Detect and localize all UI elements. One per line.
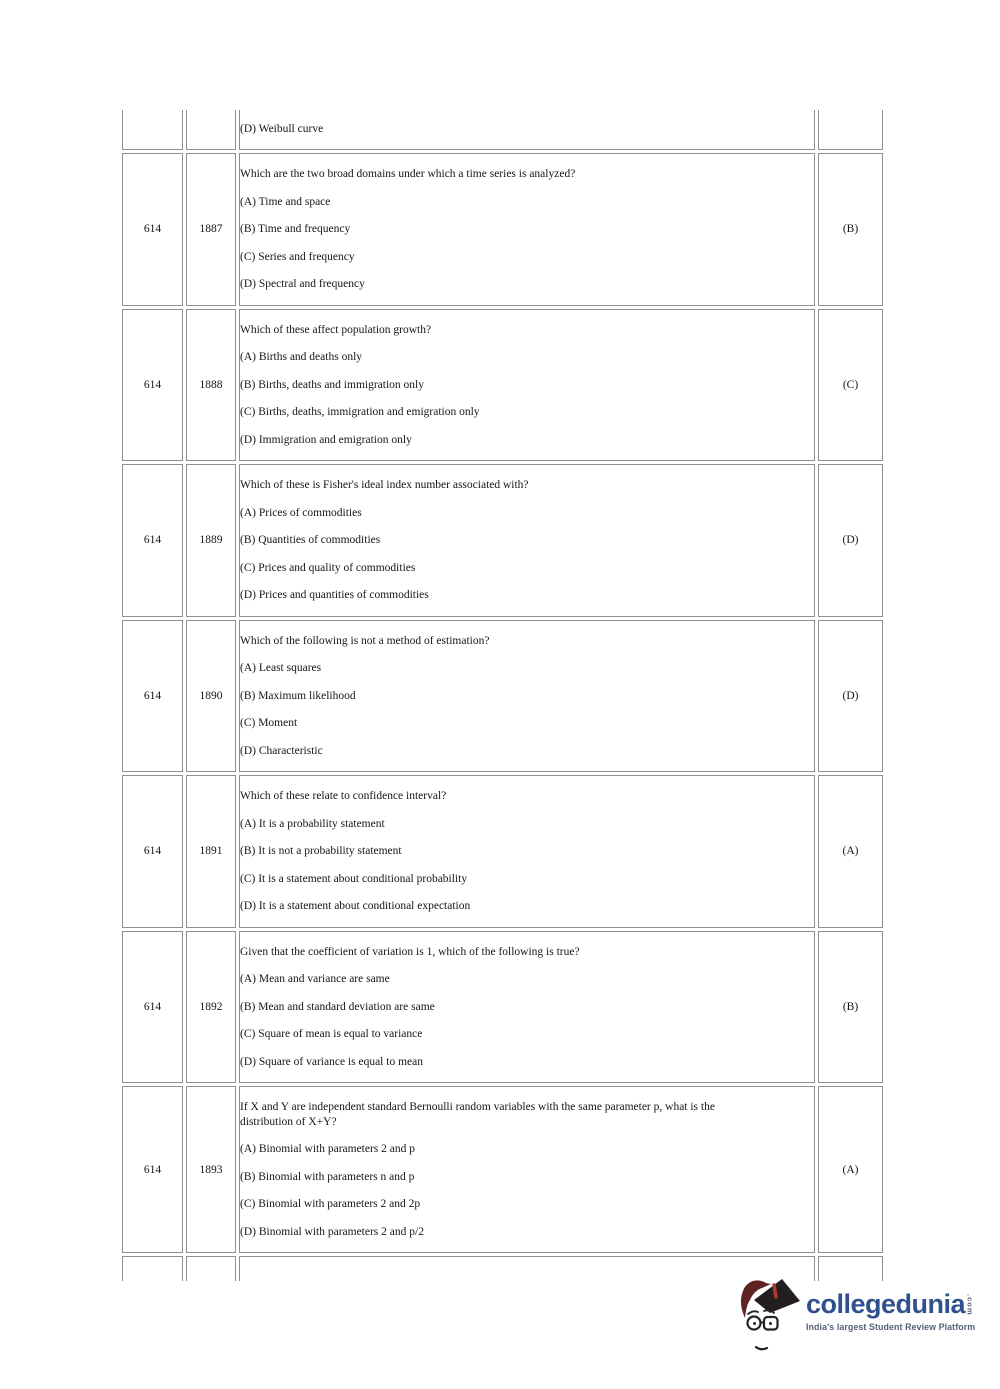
question-set-code (122, 110, 183, 150)
option-text: (D) Spectral and frequency (240, 278, 365, 290)
question-number (186, 110, 236, 150)
brand-name: collegedunia (806, 1289, 966, 1319)
question-cell (239, 153, 815, 306)
table-row (122, 309, 883, 462)
question-text: Which are the two broad domains under which a time series is analyzed? (240, 168, 576, 180)
brand-tagline: India's largest Student Review Platform (806, 1322, 976, 1333)
question-set-code: 614 (122, 775, 183, 928)
answer-key: (B) (818, 153, 883, 306)
question-cell (239, 931, 815, 1084)
option-text: (B) Maximum likelihood (240, 689, 356, 702)
answer-key: (C) (818, 309, 883, 462)
question-number (186, 1256, 236, 1281)
option-text: (A) Binomial with parameters 2 and p (240, 1143, 416, 1155)
question-number: 1888 (186, 309, 236, 462)
table-row (122, 1086, 883, 1253)
table-row-partial (122, 110, 883, 150)
table-row (122, 464, 883, 617)
answer-key (818, 110, 883, 150)
answer-key: (D) (818, 464, 883, 617)
question-number: 1893 (186, 1086, 236, 1253)
option-text: (D) It is a statement about conditional expectation (240, 900, 471, 912)
option-text: (D) Characteristic (240, 744, 323, 757)
option-text: (C) Series and frequency (240, 250, 355, 263)
question-cell (239, 309, 815, 462)
collegedunia-logo (737, 1274, 988, 1352)
question-number: 1887 (186, 153, 236, 306)
option-text: (A) Least squares (240, 662, 322, 674)
question-set-code: 614 (122, 153, 183, 306)
option-text: (B) Quantities of commodities (240, 534, 381, 546)
option-text: (B) Births, deaths and immigration only (240, 378, 424, 391)
option-text: (C) Square of mean is equal to variance (240, 1028, 423, 1040)
question-text: If X and Y are independent standard Bernoulli random variables with the same parameter p, what is the distribution of X+Y? (240, 1101, 715, 1128)
question-cell (239, 1086, 815, 1253)
question-table (119, 107, 886, 1284)
option-text: (D) Square of variance is equal to mean (240, 1055, 423, 1068)
option-text: (C) Binomial with parameters 2 and 2p (240, 1198, 421, 1210)
table-row (122, 620, 883, 773)
question-set-code: 614 (122, 931, 183, 1084)
table-row (122, 931, 883, 1084)
answer-key: (A) (818, 775, 883, 928)
question-set-code (122, 1256, 183, 1281)
question-cell (239, 1256, 815, 1281)
option-text: (A) Prices of commodities (240, 506, 362, 519)
option-text: (D) Weibull curve (240, 123, 324, 136)
option-text: (A) Mean and variance are same (240, 973, 390, 985)
question-number: 1890 (186, 620, 236, 773)
option-text: (A) Time and space (240, 195, 331, 208)
option-text: (D) Binomial with parameters 2 and p/2 (240, 1225, 424, 1238)
answer-key: (D) (818, 620, 883, 773)
table-row (122, 153, 883, 306)
question-set-code: 614 (122, 1086, 183, 1253)
collegedunia-mascot-icon (737, 1274, 801, 1352)
answer-key: (A) (818, 1086, 883, 1253)
question-text: Which of these relate to confidence interval? (240, 790, 447, 802)
option-text: (C) Moment (240, 717, 298, 729)
option-text: (D) Immigration and emigration only (240, 433, 412, 446)
option-text: (C) Births, deaths, immigration and emigration only (240, 406, 480, 418)
option-text: (A) It is a probability statement (240, 817, 385, 830)
question-cell (239, 620, 815, 773)
question-set-code: 614 (122, 309, 183, 462)
brand-suffix: .com (965, 1294, 975, 1316)
option-text: (A) Births and deaths only (240, 351, 363, 363)
question-number: 1891 (186, 775, 236, 928)
question-cell (239, 110, 815, 150)
option-text: (C) It is a statement about conditional probability (240, 872, 468, 885)
logo-text-block (806, 1274, 988, 1333)
option-text: (B) It is not a probability statement (240, 845, 402, 857)
question-text: Given that the coefficient of variation is 1, which of the following is true? (240, 945, 580, 958)
option-text: (C) Prices and quality of commodities (240, 561, 416, 574)
table-row (122, 775, 883, 928)
question-set-code: 614 (122, 620, 183, 773)
question-text: Which of these is Fisher's ideal index number associated with? (240, 479, 529, 491)
option-text: (D) Prices and quantities of commodities (240, 589, 429, 601)
question-text: Which of the following is not a method of estimation? (240, 634, 490, 647)
question-cell (239, 775, 815, 928)
answer-key: (B) (818, 931, 883, 1084)
question-set-code: 614 (122, 464, 183, 617)
option-text: (B) Mean and standard deviation are same (240, 1000, 435, 1013)
question-text: Which of these affect population growth? (240, 323, 432, 336)
question-number: 1892 (186, 931, 236, 1084)
option-text: (B) Binomial with parameters n and p (240, 1170, 415, 1183)
question-cell (239, 464, 815, 617)
option-text: (B) Time and frequency (240, 223, 351, 235)
question-number: 1889 (186, 464, 236, 617)
